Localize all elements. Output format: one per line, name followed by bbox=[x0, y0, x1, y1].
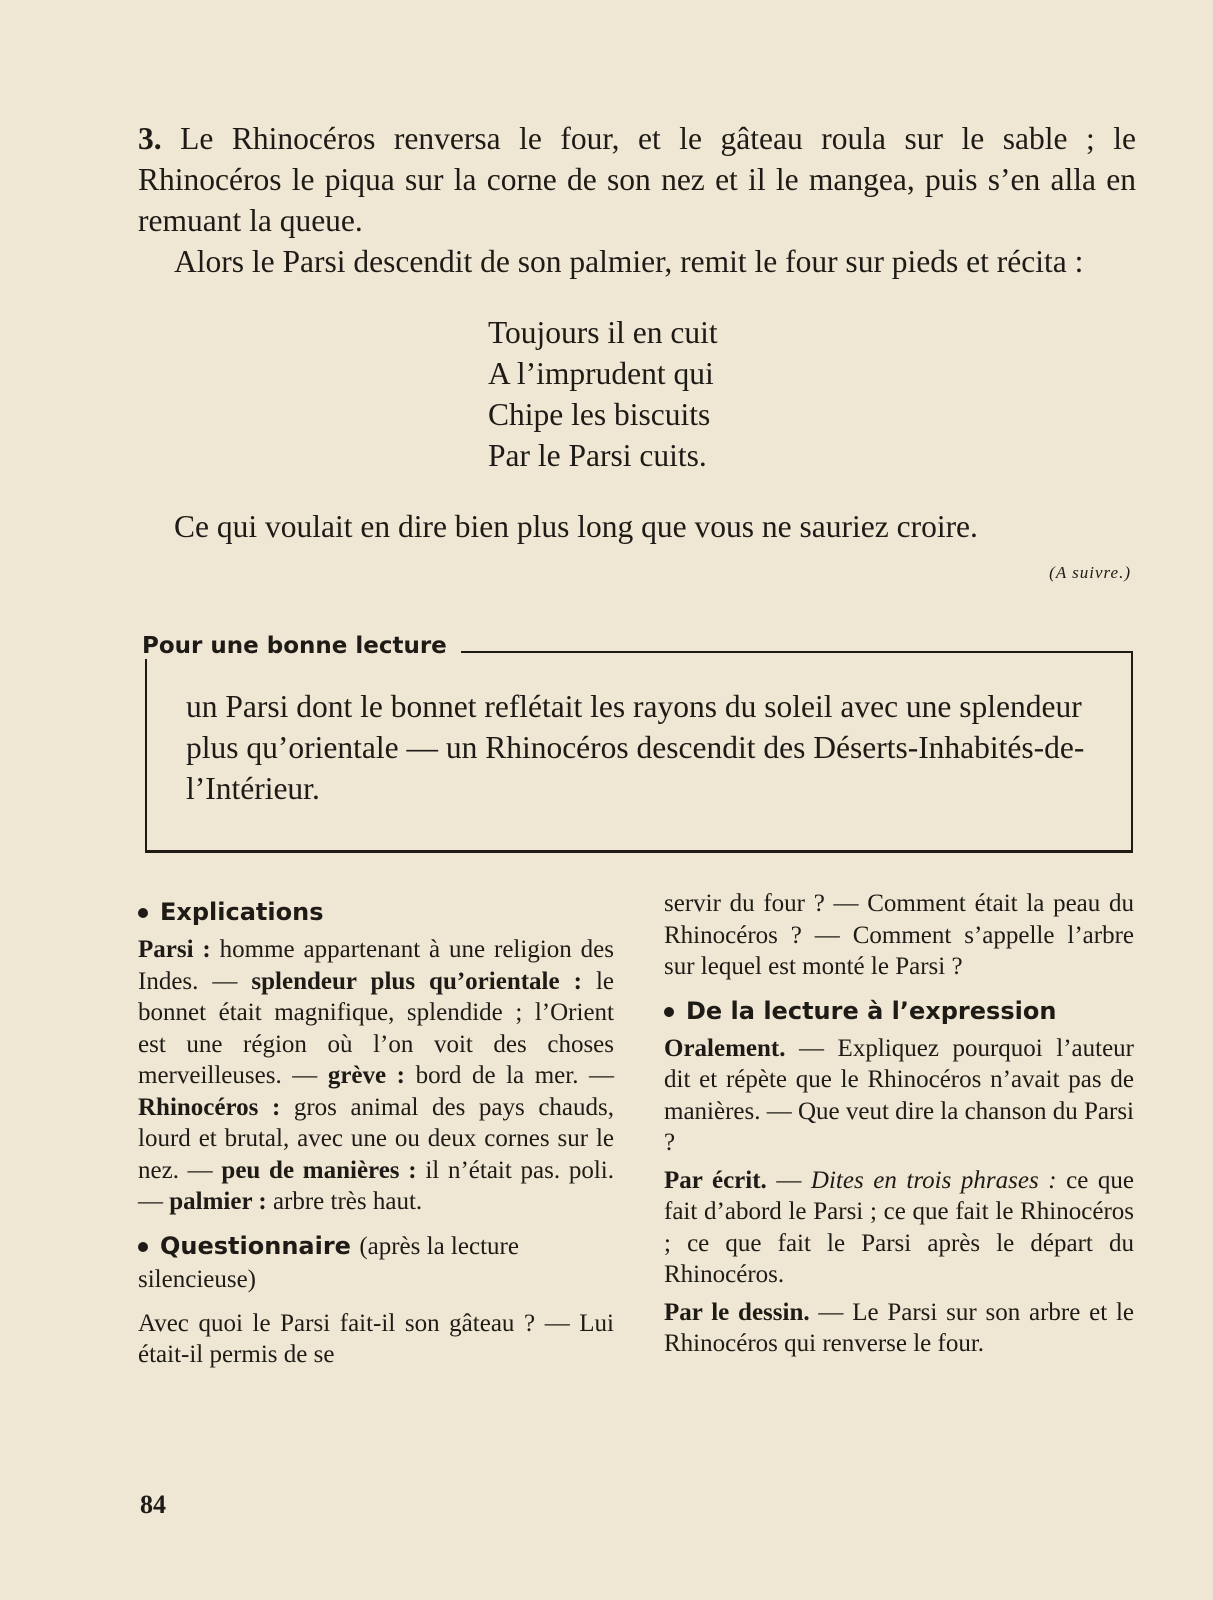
term: Rhinocéros : bbox=[138, 1093, 281, 1121]
term: grève : bbox=[327, 1062, 406, 1089]
term: splendeur plus qu’orientale : bbox=[251, 967, 582, 995]
definition: arbre très haut. bbox=[266, 1188, 423, 1215]
questionnaire-text-start: Avec quoi le Parsi fait-il son gâteau ? — Lui était-il permis de se bbox=[138, 1309, 614, 1368]
definition: gros animal des pays chauds, lourd et brutal, avec une ou deux cornes sur le nez. — bbox=[138, 1093, 614, 1184]
poem-line: Chipe les biscuits bbox=[488, 397, 711, 432]
section-number: 3. bbox=[138, 121, 162, 156]
questionnaire-subheading: (après la lecture silencieuse) bbox=[138, 1232, 519, 1293]
left-column bbox=[138, 896, 614, 1371]
lecture-text: un Parsi dont le bonnet reflétait les rayons du soleil avec une splendeur plus qu’orientale — un Rhinocéros descendit des Déserts-Inhabités-de-l’Intérieur. bbox=[186, 689, 1085, 806]
definition: il n’était pas. poli. — bbox=[138, 1156, 614, 1215]
bullet-icon bbox=[664, 1007, 674, 1017]
term: palmier : bbox=[169, 1188, 267, 1215]
definition: bord de la mer. — bbox=[405, 1062, 615, 1089]
story-paragraph-2: Alors le Parsi descendit de son palmier, remit le four sur pieds et récita : bbox=[174, 244, 1084, 279]
to-be-continued: (A suivre.) bbox=[1049, 563, 1131, 582]
poem-line: A l’imprudent qui bbox=[488, 356, 714, 391]
questionnaire-text-end: servir du four ? — Comment était la peau du Rhinocéros ? — Comment s’appelle l’arbre sur lequel est monté le Parsi ? bbox=[664, 890, 1134, 980]
dessin-text bbox=[664, 1297, 1134, 1360]
poem-line: Par le Parsi cuits. bbox=[488, 438, 707, 473]
dessin-body: — Le Parsi sur son arbre et le Rhinocéros qui renverse le four. bbox=[664, 1298, 1135, 1357]
explications-heading bbox=[138, 896, 614, 928]
story-paragraph-1 bbox=[138, 118, 1136, 241]
definition: homme appartenant à une religion des Indes. — bbox=[138, 936, 614, 995]
oral-text: — Expliquez pourquoi l’auteur dit et répète que le Rhinocéros n’avait pas de manières. — Que veut dire la chanson du Parsi ? bbox=[664, 1034, 1135, 1156]
page-number: 84 bbox=[140, 1490, 166, 1519]
dessin-label: Par le dessin. bbox=[664, 1298, 810, 1326]
questionnaire-heading-text: Questionnaire bbox=[160, 1231, 351, 1260]
expression-heading-text: De la lecture à l’expression bbox=[686, 996, 1057, 1025]
story-paragraph-3: Ce qui voulait en dire bien plus long que vous ne sauriez croire. bbox=[174, 509, 978, 544]
questionnaire-heading bbox=[138, 1230, 614, 1296]
bullet-icon bbox=[138, 1242, 148, 1252]
right-column bbox=[664, 888, 1134, 1360]
term: Parsi : bbox=[138, 936, 211, 963]
explications-heading-text: Explications bbox=[160, 898, 324, 926]
paragraph-1-text: Le Rhinocéros renversa le four, et le gâteau roula sur le sable ; le Rhinocéros le piqua sur la corne de son nez et il le mangea, puis s’en alla en remuant la queue. bbox=[138, 121, 1137, 238]
definition: le bonnet était magnifique, splendide ; l’Orient est une région où l’on voit des choses merveilleuses. — bbox=[138, 967, 614, 1089]
oralement-text bbox=[664, 1033, 1134, 1159]
story-text bbox=[138, 118, 1136, 282]
term: peu de manières : bbox=[221, 1156, 417, 1184]
expression-heading bbox=[664, 995, 1134, 1027]
ecrit-italic: Dites en trois phrases : bbox=[810, 1166, 1057, 1194]
poem-line: Toujours il en cuit bbox=[488, 315, 718, 350]
bullet-icon bbox=[138, 908, 148, 918]
oral-label: Oralement. bbox=[664, 1034, 786, 1062]
poem bbox=[488, 312, 718, 476]
lecture-heading: Pour une bonne lecture bbox=[142, 633, 461, 659]
explications-text bbox=[138, 934, 614, 1218]
ecrit-label: Par écrit. bbox=[664, 1166, 767, 1194]
ecrit-body: ce que fait d’abord le Parsi ; ce que fait le Rhinocéros ; ce que fait le Parsi après le départ du Rhinocéros. bbox=[664, 1166, 1134, 1288]
ecrit-dash: — bbox=[766, 1166, 811, 1194]
ecrit-text bbox=[664, 1165, 1134, 1291]
